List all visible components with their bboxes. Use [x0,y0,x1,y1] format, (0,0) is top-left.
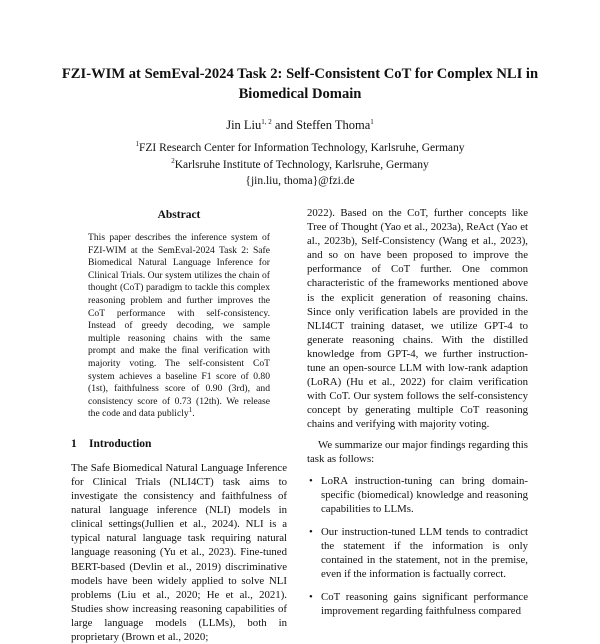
abstract-body-text: This paper describes the inference system of FZI-WIM at the SemEval-2024 Task 2: Safe Biomedical Natural Language Inference for Clinical Trials. Our system utilizes the chain of thought (CoT) paradigm to tackle this complex reasoning problem and further improves the CoT performance with self-consistency. Instead of greedy decoding, we sample multiple reasoning chains with the same prompt and make the final verification with majority voting. The self-consistent CoT system achieves a baseline F1 score of 0.80 (1st), faithfulness score of 0.90 (3rd), and consistency score of 0.73 (12th). We release the code and data publicly [88,232,270,420]
right-paragraph-1: 2022). Based on the CoT, further concepts like Tree of Thought (Yao et al., 2023a), ReAct (Yao et al., 2023b), Self-Consistency (Wang et al., 2023), and so on have been proposed to improve the performance of CoT further. One common characteristic of the frameworks mentioned above is the explicit generation of reasoning chains. Since only verification labels are provided in the NLI4CT training dataset, we utilize GPT-4 to generate reasoning chains. With the distilled knowledge from GPT-4, we further instruction-tune an open-source LLM with low-rank adaption (LoRA) (Hu et al., 2022) for claim verification with CoT. Our system follows the self-consistency concept by generating multiple CoT reasoning chains and verifying with majority voting. [307,207,528,431]
author-affiliation-mark: 1, 2 [261,117,272,126]
left-column [71,208,287,644]
abstract-text [88,232,270,421]
affiliation-mark: 2 [171,156,175,165]
findings-list [307,474,528,619]
author-name: Steffen Thoma [296,118,371,132]
author-line [40,117,560,133]
abstract-end: . [192,408,195,420]
affiliation-text: Karlsruhe Institute of Technology, Karlsruhe, Germany [174,158,429,171]
right-column [307,206,528,628]
section-heading-introduction [71,437,287,451]
author-email: {jin.liu, thoma}@fzi.de [245,175,355,187]
paper-title: FZI-WIM at SemEval-2024 Task 2: Self-Consistent CoT for Complex NLI in Biomedical Domain [61,66,539,102]
author-name: Jin Liu [226,118,262,132]
finding-item [307,590,528,618]
bullet-icon: • [309,525,313,538]
affiliations [40,140,560,190]
finding-item [307,525,528,581]
right-paragraph-2: We summarize our major findings regarding this task as follows: [307,438,528,465]
author-affiliation-mark: 1 [370,117,374,126]
section-title: Introduction [89,437,152,450]
footnote-mark: 1 [188,406,193,415]
finding-item [307,474,528,516]
affiliation-line [40,157,560,174]
abstract-heading: Abstract [157,209,201,221]
finding-text: CoT reasoning gains significant performance improvement regarding faithfulness compared [321,591,528,618]
section-number: 1 [71,437,77,450]
finding-text: LoRA instruction-tuning can bring domain-specific (biomedical) knowledge and reasoning capabilities to LLMs. [321,474,528,515]
affiliation-mark: 1 [135,140,139,149]
bullet-icon: • [309,591,313,604]
introduction-paragraph: The Safe Biomedical Natural Language Inference for Clinical Trials (NLI4CT) task aims to investigate the consistency and faithfulness of natural language inference (NLI) models in clinical settings(Jullien et al., 2024). NLI is a typical natural language task requiring natural language reasoning (Yu et al., 2023). Fine-tuned BERT-based (Devlin et al., 2019) discriminative models have been widely applied to solve NLI problems (Liu et al., 2020; He et al., 2021). Studies show increasing reasoning capabilities of large language models (LLMs), both in proprietary (Brown et al., 2020; [71,461,287,644]
finding-text: Our instruction-tuned LLM tends to contradict the statement if the information is only contained in the statement, not in the premise, even if the information is factually correct. [321,525,528,581]
author-joiner: and [274,118,293,132]
bullet-icon: • [309,474,313,487]
affiliation-text: FZI Research Center for Information Technology, Karlsruhe, Germany [138,142,465,154]
affiliation-line [40,140,560,157]
